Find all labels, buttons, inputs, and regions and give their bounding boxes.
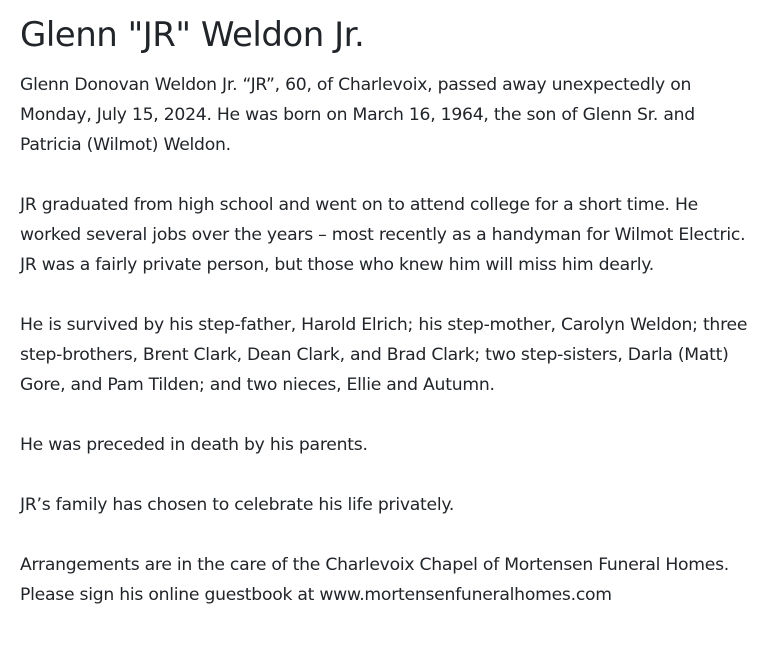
paragraph-biography: Glenn Donovan Weldon Jr. “JR”, 60, of Charlevoix, passed away unexpectedly on Monday, July 15, 2024. He was born on March 16, 1964, the son of Glenn Sr. and Patricia (Wilmot) Weldon. bbox=[20, 75, 695, 155]
paragraph-survivors: He is survived by his step-father, Harold Elrich; his step-mother, Carolyn Weldon; three step-brothers, Brent Clark, Dean Clark, and Brad Clark; two step-sisters, Darla (Matt) Gore, and Pam Tilden; and two nieces, Ellie and Autumn. bbox=[20, 315, 748, 395]
paragraph-career: JR graduated from high school and went on to attend college for a short time. He worked several jobs over the years – most recently as a handyman for Wilmot Electric. JR was a fairly private person, but those who knew him will miss him dearly. bbox=[20, 195, 746, 275]
page-title: Glenn "JR" Weldon Jr. bbox=[20, 15, 365, 55]
paragraph-service: JR’s family has chosen to celebrate his life privately. bbox=[20, 495, 455, 515]
paragraph-arrangements: Arrangements are in the care of the Charlevoix Chapel of Mortensen Funeral Homes. Please sign his online guestbook at www.mortensenfuneralhomes.com bbox=[20, 555, 730, 605]
paragraph-preceded: He was preceded in death by his parents. bbox=[20, 435, 368, 455]
